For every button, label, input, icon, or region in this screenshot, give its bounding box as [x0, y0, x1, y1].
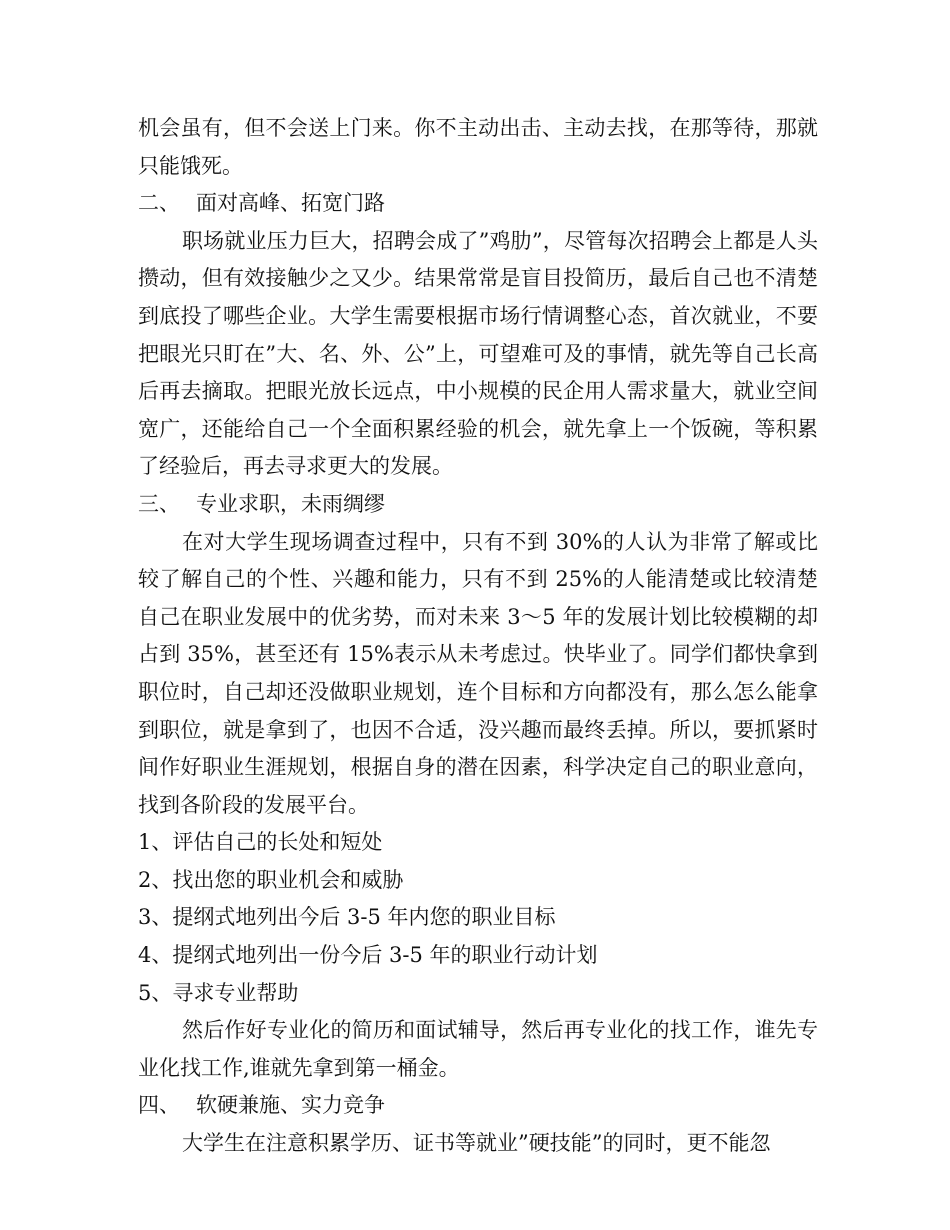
section-number: 三、	[138, 491, 180, 516]
paragraph-continued: 机会虽有，但不会送上门来。你不主动出击、主动去找，在那等待，那就只能饿死。	[138, 116, 818, 178]
section-heading-2	[138, 185, 818, 223]
section-heading-3	[138, 486, 818, 524]
section-heading-4	[138, 1087, 818, 1125]
document-body	[138, 110, 818, 1163]
section-title: 软硬兼施、实力竞争	[196, 1093, 385, 1118]
section-number: 四、	[138, 1093, 180, 1118]
paragraph: 职场就业压力巨大，招聘会成了”鸡肋”，尽管每次招聘会上都是人头攒动，但有效接触少之又少。结果常常是盲目投简历，最后自己也不清楚到底投了哪些企业。大学生需要根据市场行情调整心态，首次就业，不要把眼光只盯在”大、名、外、公”上，可望难可及的事情，就先等自己长高后再去摘取。把眼光放长远点，中小规模的民企用人需求量大，就业空间宽广，还能给自己一个全面积累经验的机会，就先拿上一个饭碗，等积累了经验后，再去寻求更大的发展。	[138, 228, 818, 479]
paragraph: 然后作好专业化的简历和面试辅导，然后再专业化的找工作，谁先专业化找工作,谁就先拿到第一桶金。	[138, 1018, 818, 1080]
list-item: 1、评估自己的长处和短处	[138, 830, 383, 855]
paragraph: 大学生在注意积累学历、证书等就业”硬技能”的同时，更不能忽	[182, 1131, 771, 1156]
section-title: 专业求职，未雨绸缪	[196, 491, 385, 516]
list-item: 3、提纲式地列出今后 3-5 年内您的职业目标	[138, 905, 556, 930]
list-item: 2、找出您的职业机会和威胁	[138, 867, 404, 892]
section-number: 二、	[138, 191, 180, 216]
paragraph: 在对大学生现场调查过程中，只有不到 30%的人认为非常了解或比较了解自己的个性、兴趣和能力，只有不到 25%的人能清楚或比较清楚自己在职业发展中的优劣势，而对未来 3～5 年的发展计划比较模糊的却占到 35%，甚至还有 15%表示从未考虑过。快毕业了。同学们都快拿到职位时，自己却还没做职业规划，连个目标和方向都没有，那么怎么能拿到职位，就是拿到了，也因不合适，没兴趣而最终丢掉。所以，要抓紧时间作好职业生涯规划，根据自身的潜在因素，科学决定自己的职业意向，找到各阶段的发展平台。	[138, 529, 818, 817]
list-item: 5、寻求专业帮助	[138, 980, 299, 1005]
list-item: 4、提纲式地列出一份今后 3-5 年的职业行动计划	[138, 943, 598, 968]
section-title: 面对高峰、拓宽门路	[196, 191, 385, 216]
